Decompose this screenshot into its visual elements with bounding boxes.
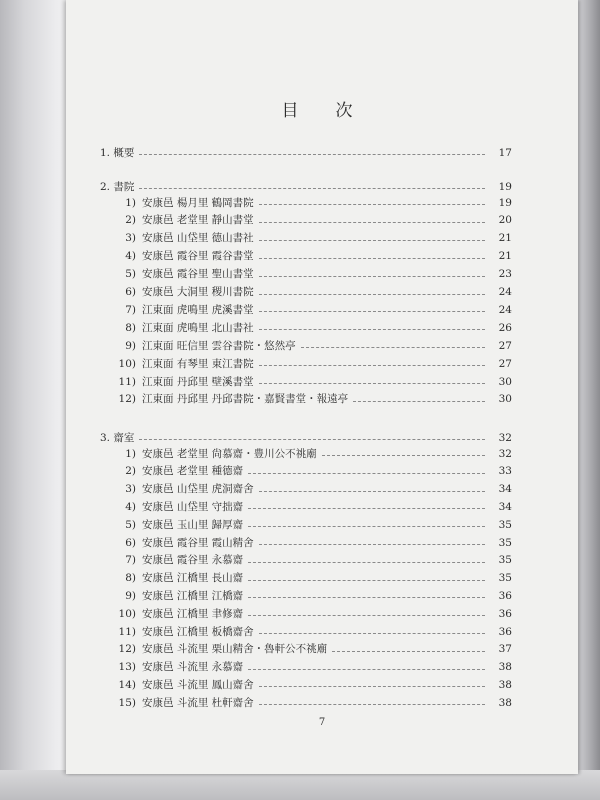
entry-label: 安康邑 玉山里 歸厚齋 [142,518,244,531]
toc-entry [66,280,578,298]
entry-label: 安康邑 老堂里 種德齋 [142,465,244,478]
entry-label: 江東面 有琴里 東江書院 [142,357,254,370]
entry-label: 江東面 丹邱里 壁溪書堂 [142,375,254,388]
entry-page-number: 35 [498,572,512,585]
leader-dots [259,383,485,384]
entry-page-number: 27 [498,339,512,352]
leader-dots [322,455,485,456]
entry-page-number: 35 [498,518,512,531]
entry-page-number: 35 [498,536,512,549]
leader-dots [248,473,485,474]
toc-entry [66,441,578,459]
toc-entry [66,477,578,495]
toc-entry [66,548,578,566]
leader-dots [248,526,485,527]
entry-number: 9) [125,339,136,352]
toc-entry [66,315,578,333]
entry-label: 江東面 丹邱里 丹邱書院・嘉賢書堂・報遠亭 [142,393,349,406]
entry-number: 6) [125,536,136,549]
toc-entry [66,601,578,619]
entry-label: 安康邑 江橋里 江橋齋 [142,589,244,602]
book-page [66,0,578,774]
leader-dots [259,633,485,634]
entry-number: 3) [125,232,136,245]
entry-label: 安康邑 楊月里 鶴岡書院 [142,196,254,209]
entry-number: 7) [125,554,136,567]
toc-entry [66,208,578,226]
toc-entry [66,655,578,673]
entry-page-number: 32 [498,447,512,460]
entry-page-number: 30 [498,393,512,406]
entry-page-number: 21 [498,250,512,263]
entry-page-number: 19 [498,180,512,193]
leader-dots [248,562,485,563]
leader-dots [139,188,485,189]
entry-number: 1) [125,447,136,460]
entry-number: 11) [118,625,136,638]
entry-number: 11) [118,375,136,388]
toc-entry [66,619,578,637]
toc-entry [66,494,578,512]
leader-dots [248,615,485,616]
leader-dots [248,580,485,581]
toc-list [66,0,578,774]
entry-number: 14) [118,678,136,691]
entry-label: 安康邑 霞谷里 霞谷書堂 [142,250,254,263]
leader-dots [259,365,485,366]
leader-dots [259,311,485,312]
entry-number: 2) [125,465,136,478]
page-number: 7 [318,717,326,728]
entry-number: 8) [125,572,136,585]
entry-page-number: 27 [498,357,512,370]
entry-page-number: 17 [498,146,512,159]
entry-page-number: 36 [498,625,512,638]
entry-label: 安康邑 山垈里 守拙齋 [142,500,244,513]
toc-entry [66,672,578,690]
toc-entry [66,226,578,244]
entry-page-number: 32 [498,431,512,444]
entry-page-number: 33 [498,465,512,478]
entry-page-number: 23 [498,268,512,281]
entry-label: 安康邑 山垈里 虎洞齋舍 [142,483,254,496]
background-bottom [0,770,600,800]
toc-entry [66,262,578,280]
toc-entry [66,190,578,208]
entry-page-number: 30 [498,375,512,388]
entry-page-number: 34 [498,483,512,496]
entry-page-number: 38 [498,661,512,674]
entry-number: 10) [118,357,136,370]
leader-dots [332,651,485,652]
leader-dots [259,276,485,277]
leader-dots [248,597,485,598]
entry-page-number: 36 [498,607,512,620]
entry-number: 3) [125,483,136,496]
entry-number: 9) [125,589,136,602]
entry-number: 8) [125,321,136,334]
entry-label: 安康邑 霞谷里 霞山精舍 [142,536,254,549]
leader-dots [259,544,485,545]
leader-dots [248,669,485,670]
entry-label: 2. 書院 [100,180,135,193]
entry-label: 安康邑 山垈里 德山書社 [142,232,254,245]
entry-number: 12) [118,393,136,406]
leader-dots [259,240,485,241]
page-title: 目 次 [281,101,363,121]
leader-dots [259,491,485,492]
entry-label: 江東面 虎鳴里 虎溪書堂 [142,303,254,316]
entry-page-number: 37 [498,643,512,656]
entry-number: 15) [118,696,136,709]
entry-page-number: 24 [498,303,512,316]
toc-entry [66,297,578,315]
leader-dots [259,329,485,330]
entry-label: 安康邑 老堂里 靜山書堂 [142,214,254,227]
toc-entry [66,566,578,584]
entry-label: 江東面 旺信里 雲谷書院・悠然亭 [142,339,296,352]
toc-entry [66,369,578,387]
toc-entry [66,244,578,262]
leader-dots [259,686,485,687]
entry-label: 安康邑 斗流里 永慕齋 [142,661,244,674]
entry-number: 4) [125,250,136,263]
toc-entry [66,583,578,601]
toc-entry [66,351,578,369]
entry-number: 7) [125,303,136,316]
entry-number: 4) [125,500,136,513]
toc-entry [66,690,578,708]
entry-number: 10) [118,607,136,620]
entry-label: 安康邑 霞谷里 永慕齋 [142,554,244,567]
toc-entry [66,387,578,405]
entry-page-number: 35 [498,554,512,567]
entry-number: 1) [125,196,136,209]
entry-number: 12) [118,643,136,656]
entry-number: 13) [118,661,136,674]
entry-page-number: 38 [498,678,512,691]
entry-page-number: 36 [498,589,512,602]
leader-dots [259,204,485,205]
leader-dots [139,154,485,155]
entry-number: 6) [125,286,136,298]
entry-label: 安康邑 斗流里 栗山精舍・魯軒公不祧廟 [142,643,328,656]
background-right [578,0,600,800]
entry-page-number: 38 [498,696,512,709]
toc-section-entry [66,140,578,158]
leader-dots [259,294,485,295]
entry-page-number: 34 [498,500,512,513]
entry-label: 3. 齋室 [100,431,135,444]
entry-label: 安康邑 老堂里 尙慕齋・豊川公不祧廟 [142,447,317,460]
entry-label: 安康邑 江橋里 長山齋 [142,572,244,585]
leader-dots [353,401,485,402]
leader-dots [248,508,485,509]
entry-label: 安康邑 江橋里 板橋齋舍 [142,625,254,638]
entry-number: 5) [125,518,136,531]
toc-entry [66,512,578,530]
leader-dots [259,222,485,223]
entry-page-number: 24 [498,286,512,298]
toc-entry [66,459,578,477]
entry-label: 江東面 虎鳴里 北山書社 [142,321,254,334]
background-left [0,0,70,800]
entry-page-number: 19 [498,196,512,209]
entry-number: 2) [125,214,136,227]
entry-label: 安康邑 斗流里 鳳山齋舍 [142,678,254,691]
entry-label: 1. 概要 [100,146,135,159]
leader-dots [259,258,485,259]
leader-dots [259,704,485,705]
toc-entry [66,530,578,548]
entry-label: 安康邑 霞谷里 聖山書堂 [142,268,254,281]
leader-dots [301,347,485,348]
leader-dots [139,439,485,440]
entry-number: 5) [125,268,136,281]
toc-entry [66,333,578,351]
entry-page-number: 20 [498,214,512,227]
entry-label: 安康邑 斗流里 杜軒齋舍 [142,696,254,709]
entry-label: 安康邑 大洞里 稷川書院 [142,286,254,298]
entry-page-number: 26 [498,321,512,334]
toc-entry [66,637,578,655]
entry-page-number: 21 [498,232,512,245]
entry-label: 安康邑 江橋里 聿修齋 [142,607,244,620]
